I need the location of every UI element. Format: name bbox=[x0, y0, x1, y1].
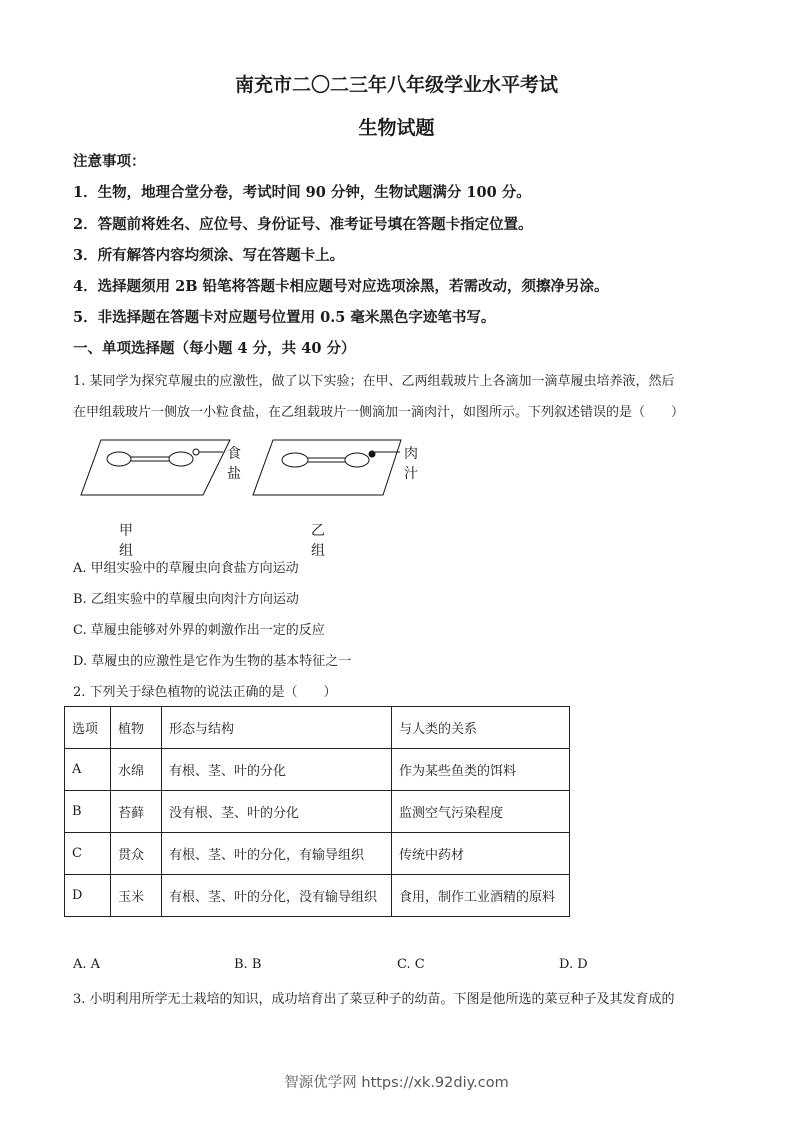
q2-answer-a: A. A bbox=[73, 957, 101, 972]
table-cell: 传统中药材 bbox=[392, 833, 570, 875]
q2-answer-c: C. C bbox=[397, 957, 425, 972]
plants-table bbox=[64, 706, 570, 917]
table-cell: A bbox=[65, 749, 111, 791]
q1-stem-line-1: 1. 某同学为探究草履虫的应激性，做了以下实验；在甲、乙两组载玻片上各滴加一滴草履虫培养液，然后 bbox=[73, 374, 675, 389]
table-cell: 作为某些鱼类的饵料 bbox=[392, 749, 570, 791]
table-cell: 贯众 bbox=[111, 833, 162, 875]
label-group-a: 甲组 bbox=[119, 523, 133, 559]
table-header-cell: 植物 bbox=[111, 707, 162, 749]
table-cell: 有根、茎、叶的分化，没有输导组织 bbox=[162, 875, 392, 917]
q1-option-c: C. 草履虫能够对外界的刺激作出一定的反应 bbox=[73, 623, 325, 638]
note-item-2: 2．答题前将姓名、应位号、身份证号、准考证号填在答题卡指定位置。 bbox=[73, 216, 533, 233]
table-header-row bbox=[65, 707, 570, 749]
table-header-cell: 选项 bbox=[65, 707, 111, 749]
q2-answer-b: B. B bbox=[234, 957, 262, 972]
table-cell: 苔藓 bbox=[111, 791, 162, 833]
table-cell: D bbox=[65, 875, 111, 917]
table-cell: 有根、茎、叶的分化，有输导组织 bbox=[162, 833, 392, 875]
section-heading: 一、单项选择题（每小题 4 分，共 40 分） bbox=[73, 340, 356, 357]
q3-stem: 3. 小明利用所学无土栽培的知识，成功培育出了菜豆种子的幼苗。下图是他所选的菜豆种子及其发育成的 bbox=[73, 992, 675, 1007]
notes-heading: 注意事项： bbox=[73, 153, 146, 170]
table-cell: C bbox=[65, 833, 111, 875]
table-cell: 有根、茎、叶的分化 bbox=[162, 749, 392, 791]
q1-option-d: D. 草履虫的应激性是它作为生物的基本特征之一 bbox=[73, 654, 352, 669]
table-row bbox=[65, 791, 570, 833]
table-cell: 监测空气污染程度 bbox=[392, 791, 570, 833]
footer-watermark: 智源优学网 https://xk.92diy.com bbox=[284, 1075, 509, 1091]
slide-b-drop-left bbox=[282, 453, 308, 467]
q1-option-a: A. 甲组实验中的草履虫向食盐方向运动 bbox=[73, 561, 299, 576]
table-row bbox=[65, 875, 570, 917]
slide-a-drop-left bbox=[107, 452, 131, 466]
table-header-cell: 形态与结构 bbox=[162, 707, 392, 749]
page-title: 南充市二〇二三年八年级学业水平考试 bbox=[234, 74, 558, 96]
table-row bbox=[65, 749, 570, 791]
q2-stem: 2. 下列关于绿色植物的说法正确的是（ ） bbox=[73, 685, 337, 700]
note-item-5: 5．非选择题在答题卡对应题号位置用 0.5 毫米黑色字迹笔书写。 bbox=[73, 309, 496, 326]
table-header-cell: 与人类的关系 bbox=[392, 707, 570, 749]
table-cell: B bbox=[65, 791, 111, 833]
note-item-1: 1．生物，地理合堂分卷，考试时间 90 分钟，生物试题满分 100 分。 bbox=[73, 184, 531, 201]
table-cell: 食用，制作工业酒精的原料 bbox=[392, 875, 570, 917]
salt-grain bbox=[193, 449, 199, 455]
q1-option-b: B. 乙组实验中的草履虫向肉汁方向运动 bbox=[73, 592, 299, 607]
slide-b-drop-right bbox=[345, 453, 369, 467]
slide-a-outline bbox=[81, 440, 230, 495]
table-cell: 没有根、茎、叶的分化 bbox=[162, 791, 392, 833]
label-group-b: 乙组 bbox=[311, 523, 325, 559]
label-meat-juice: 肉汁 bbox=[404, 446, 418, 482]
meat-juice-drop bbox=[369, 451, 375, 457]
note-item-4: 4．选择题须用 2B 铅笔将答题卡相应题号对应选项涂黑，若需改动，须擦净另涂。 bbox=[73, 278, 609, 295]
q1-stem-line-2: 在甲组载玻片一侧放一小粒食盐，在乙组载玻片一侧滴加一滴肉汁，如图所示。下列叙述错误的是（ ） bbox=[73, 405, 685, 420]
q2-answer-d: D. D bbox=[559, 957, 588, 972]
table-cell: 玉米 bbox=[111, 875, 162, 917]
note-item-3: 3．所有解答内容均须涂、写在答题卡上。 bbox=[73, 247, 345, 264]
slide-b-outline bbox=[253, 440, 401, 495]
table-cell: 水绵 bbox=[111, 749, 162, 791]
table-row bbox=[65, 833, 570, 875]
slide-a-drop-right bbox=[169, 452, 193, 466]
page-subtitle: 生物试题 bbox=[358, 117, 435, 139]
label-salt: 食盐 bbox=[227, 446, 241, 482]
